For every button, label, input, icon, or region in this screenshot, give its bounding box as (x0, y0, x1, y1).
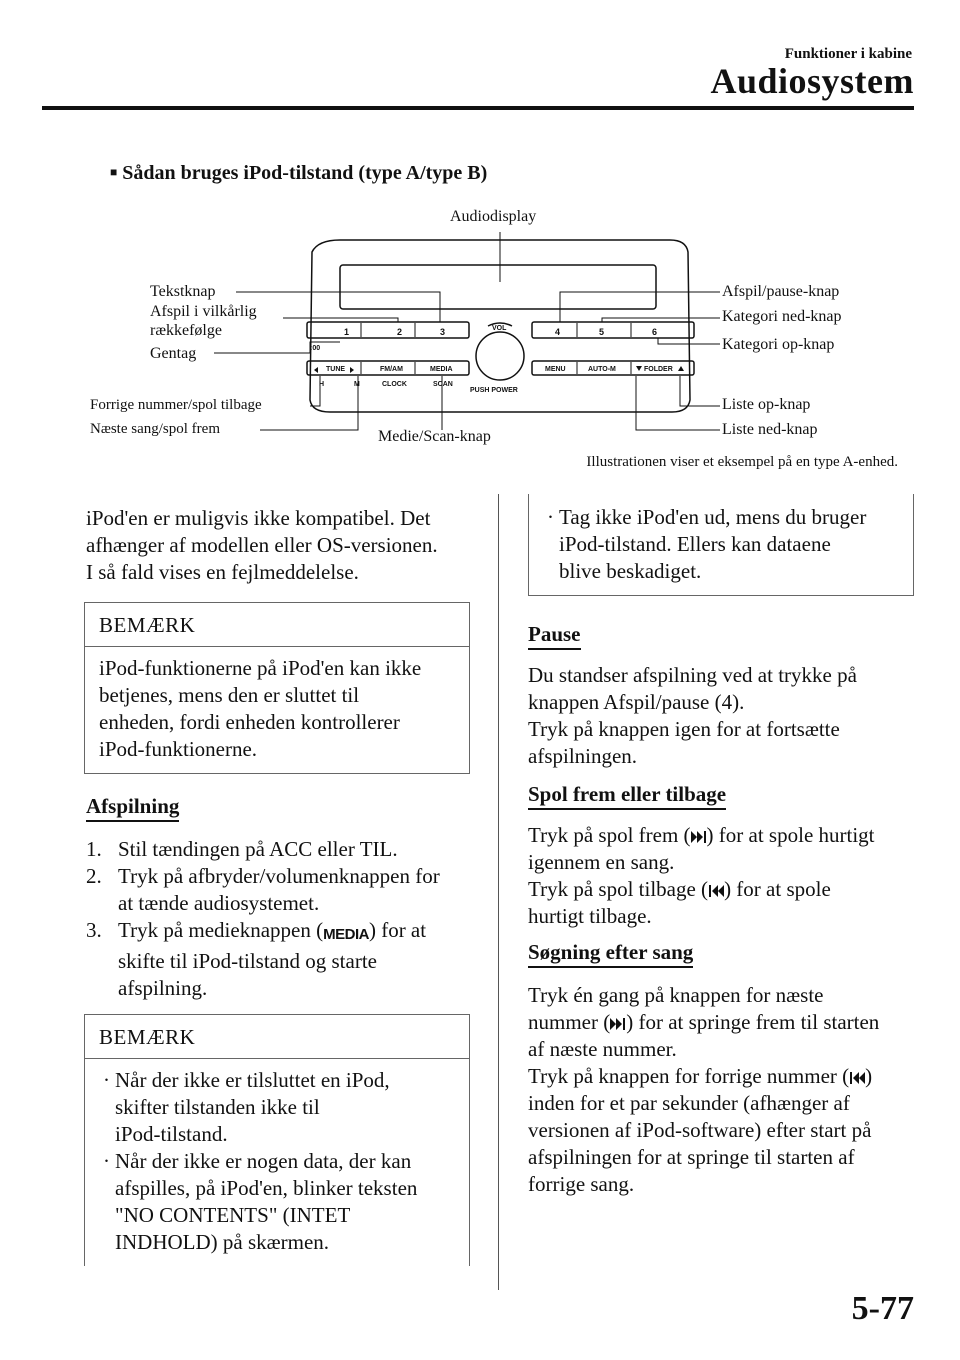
label-forrige: Forrige nummer/spol tilbage (90, 397, 262, 413)
sog-line: Tryk én gang på knappen for næste (528, 983, 824, 1007)
note-bullet (99, 1148, 455, 1256)
folder-label: FOLDER (644, 366, 673, 373)
h-label: H (319, 381, 325, 388)
fm-am-label: FM/AM (380, 366, 403, 373)
label-tekstknap: Tekstknap (150, 283, 216, 300)
prev-track-icon (313, 367, 318, 373)
section-title: Sådan bruges iPod-tilstand (type A/type B) (122, 162, 488, 184)
pause-text (528, 662, 928, 770)
text: nummer ( (528, 1010, 611, 1034)
pause-line: Tryk på knappen igen for at fortsætte (528, 717, 840, 741)
note-box-1 (84, 602, 470, 774)
intro-line: iPod'en er muligvis ikke kompatibel. Det (86, 506, 431, 530)
intro-line: I så fald vises en fejlmeddelelse. (86, 560, 359, 584)
step-number: 3. (86, 918, 102, 942)
volume-knob[interactable] (476, 332, 524, 380)
note-bullet (543, 504, 899, 585)
step-item (86, 863, 486, 917)
note-line: Når der ikke er tilsluttet en iPod, (115, 1068, 390, 1092)
bullet-dot-icon: · (103, 1149, 110, 1173)
note-body (85, 647, 469, 773)
note-line: iPod-funktionerne på iPod'en kan ikke (99, 656, 422, 680)
preset-6-label: 6 (652, 327, 658, 337)
sogning-heading: Søgning efter sang (528, 940, 693, 968)
m-label: M (354, 381, 360, 388)
step-line: skifte til iPod-tilstand og starte (118, 949, 377, 973)
text: ) (865, 1064, 873, 1088)
sog-line: afspilningen for at springe til starten af (528, 1145, 855, 1169)
label-liste-ned: Liste ned-knap (722, 421, 818, 438)
sog-line (528, 1063, 928, 1090)
label-afspil-vilkaarlig: Afspil i vilkårlig (150, 303, 257, 320)
sogning-text (528, 982, 928, 1198)
label-liste-op: Liste op-knap (722, 396, 811, 413)
preset-1-label: 1 (344, 327, 350, 337)
vol-label: VOL (492, 325, 507, 332)
intro-line: afhænger af modellen eller OS-versionen. (86, 533, 438, 557)
bullet-dot-icon: · (547, 505, 554, 529)
preset-4-label: 4 (555, 327, 561, 337)
note-line: iPod-tilstand. Ellers kan dataene (559, 532, 831, 556)
step-line: at tænde audiosystemet. (118, 891, 320, 915)
note-body (529, 494, 913, 595)
previous-track-icon (849, 1071, 865, 1085)
step-item (86, 917, 486, 1002)
media-label: MEDIA (430, 366, 453, 373)
push-power-label: PUSH POWER (470, 387, 518, 394)
intro-text (86, 505, 476, 586)
note-line: enheden, fordi enheden kontrollerer (99, 710, 400, 734)
pause-line: afspilningen. (528, 744, 638, 768)
spol-text (528, 822, 928, 930)
clock-label: CLOCK (382, 381, 407, 388)
text: ) for at spole hurtigt (706, 823, 875, 847)
media-button-icon (323, 921, 369, 948)
label-audiodisplay: Audiodisplay (450, 208, 537, 225)
step-number: 1. (86, 837, 102, 861)
note-box-continued (528, 494, 914, 596)
spol-line: igennem en sang. (528, 850, 675, 874)
auto-m-label: AUTO-M (588, 366, 616, 373)
rewind-icon (708, 884, 724, 898)
sog-line: forrige sang. (528, 1172, 635, 1196)
page-number: 5-77 (851, 1290, 914, 1327)
tune-label: TUNE (326, 366, 346, 373)
note-box-2 (84, 1014, 470, 1266)
next-track-icon (610, 1017, 626, 1031)
spol-line (528, 876, 928, 903)
note-line: iPod-tilstand. (115, 1122, 228, 1146)
step-text: Tryk på medieknappen ( (118, 918, 324, 942)
diagram-caption: Illustrationen viser et eksempel på en type A-enhed. (586, 454, 898, 470)
note-heading: BEMÆRK (85, 603, 469, 647)
sog-line (528, 1009, 928, 1036)
text: Tryk på spol frem ( (528, 823, 691, 847)
note-bullet (99, 1067, 455, 1148)
spol-line (528, 822, 928, 849)
step-line: Stil tændingen på ACC eller TIL. (118, 837, 398, 861)
preset-2-label: 2 (397, 327, 403, 337)
page-title: Audiosystem (710, 61, 914, 101)
note-body (85, 1059, 469, 1266)
note-line: INDHOLD) på skærmen. (115, 1230, 330, 1254)
steps-list (86, 836, 486, 1002)
sog-line: inden for et par sekunder (afhænger af (528, 1091, 850, 1115)
list-up-arrow-icon (678, 366, 684, 371)
note-line: betjenes, mens den er sluttet til (99, 683, 360, 707)
section-bullet-icon: ■ (110, 165, 118, 179)
spol-line: hurtigt tilbage. (528, 904, 652, 928)
step-line: afspilning. (118, 976, 208, 1000)
column-divider (498, 494, 499, 1290)
text: Tryk på knappen for forrige nummer ( (528, 1064, 850, 1088)
bullet-dot-icon: · (103, 1068, 110, 1092)
media-icon-text: MEDIA (323, 926, 369, 943)
pause-heading: Pause (528, 622, 581, 650)
scan-label: SCAN (433, 381, 453, 388)
afspilning-heading: Afspilning (86, 794, 179, 822)
fast-forward-icon (691, 830, 707, 844)
label-kategori-op: Kategori op-knap (722, 336, 835, 353)
preset-5-label: 5 (599, 327, 605, 337)
step-number: 2. (86, 864, 102, 888)
text: ) for at spole (724, 877, 831, 901)
pause-line: Du standser afspilning ved at trykke på (528, 663, 857, 687)
text: ) for at springe frem til starten (626, 1010, 880, 1034)
step-line: Tryk på afbryder/volumenknappen for (118, 864, 440, 888)
pause-line: knappen Afspil/pause (4). (528, 690, 745, 714)
sog-line: af næste nummer. (528, 1037, 677, 1061)
chapter-title: Funktioner i kabine (784, 46, 912, 62)
note-line: blive beskadiget. (559, 559, 702, 583)
audio-display-window (340, 265, 656, 309)
colon00-label: :00 (310, 345, 321, 352)
label-gentag: Gentag (150, 345, 197, 362)
label-raekkefolge: rækkefølge (150, 322, 222, 339)
label-naeste: Næste sang/spol frem (90, 421, 220, 437)
note-line: iPod-funktionerne. (99, 737, 258, 761)
sog-line: versionen af iPod-software) efter start på (528, 1118, 872, 1142)
label-afspil-pause: Afspil/pause-knap (722, 283, 840, 300)
menu-label: MENU (545, 366, 566, 373)
label-medie-scan: Medie/Scan-knap (378, 428, 491, 445)
step-line (118, 917, 486, 948)
preset-3-label: 3 (440, 327, 446, 337)
text: Tryk på spol tilbage ( (528, 877, 709, 901)
note-line: "NO CONTENTS" (INTET (115, 1203, 351, 1227)
note-line: Tag ikke iPod'en ud, mens du bruger (559, 505, 867, 529)
note-line: afspilles, på iPod'en, blinker teksten (115, 1176, 418, 1200)
next-track-icon (350, 367, 354, 373)
note-line: Når der ikke er nogen data, der kan (115, 1149, 412, 1173)
list-down-arrow-icon (636, 366, 642, 371)
step-text: ) for at (368, 918, 427, 942)
step-item (86, 836, 486, 863)
note-heading: BEMÆRK (85, 1015, 469, 1059)
spol-heading: Spol frem eller tilbage (528, 782, 726, 810)
label-kategori-ned: Kategori ned-knap (722, 308, 842, 325)
note-line: skifter tilstanden ikke til (115, 1095, 320, 1119)
